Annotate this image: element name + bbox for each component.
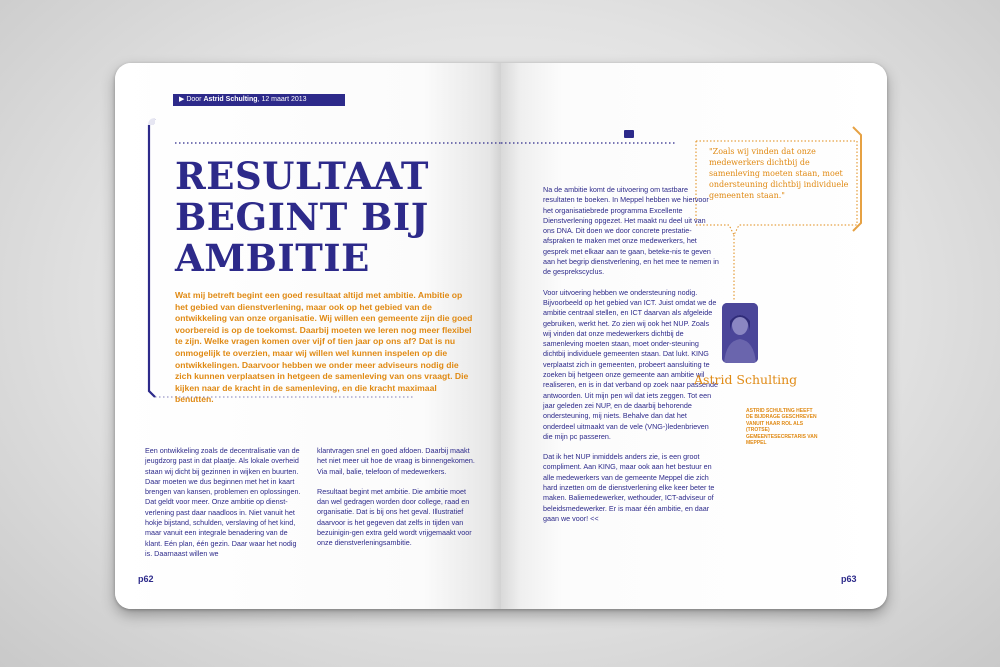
title-line: AMBITIE	[175, 236, 370, 280]
body-paragraph: Dat ik het NUP inmiddels anders zie, is een groot compliment. Aan KING, maar ook aan het bestuur en alle medewerkers van de gemeente Meppel die zich hard inzetten om de dienstverlening elke keer beter te maken. Baliemedewerker, wethouder, ICT-adviseur of beleidsmedewerker. Er is maar één ambitie, en daar gaan we voor! <<	[543, 452, 715, 523]
byline-prefix: Door	[186, 96, 202, 103]
byline-arrow-icon: ▶	[179, 96, 185, 103]
body-column-2	[317, 446, 477, 549]
byline-author: Astrid Schulting	[203, 96, 258, 103]
magazine-spread	[115, 63, 887, 609]
page-number-right: p63	[841, 574, 857, 584]
article-title	[175, 156, 465, 279]
body-paragraph: Voor uitvoering hebben we ondersteuning nodig. Bijvoorbeeld op het gebied van ICT. Juist omdat we de ambitie centraal stellen, en ICT daarvan als afgeleide gebruiken, werkt het. Zo zien wij ook het NUP. Zoals wij vinden dat onze medewerkers dichtbij de samenleving moeten staan, moet onder-steuning dichtbij individuele gemeenten staan. Dat lukt. KING verplaatst zich in gemeenten, probeert aansluiting te zoeken bij hetgeen onze gemeente aan ambitie wil realiseren, en is in dat verband op zoek naar passende antwoorden. Uit mijn pen wil dat iets zeggen. Tot een jaar geleden zei NUP, en de daarbij behorende ondersteuning, mij niets. Behalve dan dat het onderdeel uitmaakt van de vele (VNG-)ledenbrieven die mijn pc passeren.	[543, 287, 719, 441]
right-page	[501, 63, 887, 609]
author-bio: ASTRID SCHULTING HEEFT DE BIJDRAGE GESCHREVEN VANUIT HAAR ROL ALS (TROTSE) GEMEENTESECRETARIS VAN MEPPEL	[746, 408, 818, 447]
title-line: BEGINT BIJ	[175, 195, 429, 239]
body-paragraph: Na de ambitie komt de uitvoering om tastbare resultaten te boeken. In Meppel hebben we hiervoor het organisatiebrede programma Excellente Dienstverlening opgezet. Het maakt nu deel uit van ons DNA. Dit doen we door concrete prestatie-afspraken te maken met onze medewerkers, het gesprek met elkaar aan te gaan, beteke-nis te geven aan het begrip dienstverlening, en het mee te nemen in de gesprekscyclus.	[543, 185, 719, 277]
author-name: Astrid Schulting	[694, 372, 798, 387]
body-paragraph: klantvragen snel en goed afdoen. Daarbij maakt het niet meer uit hoe de vraag is binnengekomen. Via mail, balie, telefoon of medewerkers.	[317, 446, 475, 476]
page-number-left: p62	[138, 574, 154, 584]
byline: ▶ Door Astrid Schulting, 12 maart 2013	[173, 94, 345, 106]
section-marker-icon	[624, 130, 634, 138]
body-paragraph: Resultaat begint met ambitie. Die ambitie moet dan wel gedragen worden door college, raad en organisatie. Dat is bij ons het geval. Illustratief daarvoor is het gegeven dat zelfs in tijden van bezuinigin-gen extra geld wordt vrijgemaakt voor onze dienstverleningsambitie.	[317, 486, 472, 548]
byline-date: 12 maart 2013	[261, 96, 307, 103]
author-portrait-icon	[722, 303, 758, 363]
left-page	[115, 63, 501, 609]
body-column-1: Een ontwikkeling zoals de decentralisatie van de jeugdzorg past in dat plaatje. Als lokale overheid staan wij dicht bij gezinnen in wijken en buurten. Daar moeten we dus beginnen met het in kaart brengen van kansen, problemen en oplossingen. Dat geldt voor meer. Onze ambitie op dienst-verlening past daar naadloos in. Niet vanuit het hokje bijstand, schulden, verslaving of het kind, maar vanuit een integrale benadering van de klant. Eén plan, één gezin. Daar waar het nodig is. Daarnaast willen we	[145, 446, 301, 558]
pull-quote: "Zoals wij vinden dat onze medewerkers dichtbij de samenleving moeten staan, moet ondersteuning dichtbij individuele gemeenten staan."	[709, 147, 849, 200]
title-line: RESULTAAT	[175, 154, 429, 198]
body-column-3	[543, 185, 719, 524]
intro-paragraph: Wat mij betreft begint een goed resultaat altijd met ambitie. Ambitie op het gebied van dienstverlening, maar ook op het gebied van de ontwikkeling van onze organisatie. Wij willen een gemeente zijn die goed voorbereid is op de toekomst. Daarbij moeten we leren nog meer flexibel te zijn. Welke vragen komen over vijf of tien jaar op ons af? Dat is nu onmogelijk te overzien, maar wij willen wel kunnen inspelen op die ontwikkelingen. Daarvoor hebben we onder meer adviseurs nodig die zich kunnen verplaatsen in hetgeen de samenleving van ons vraagt. Die kijken naar de kracht in de samenleving, en die kracht maximaal benutten.	[175, 290, 473, 405]
author-photo	[722, 303, 758, 363]
